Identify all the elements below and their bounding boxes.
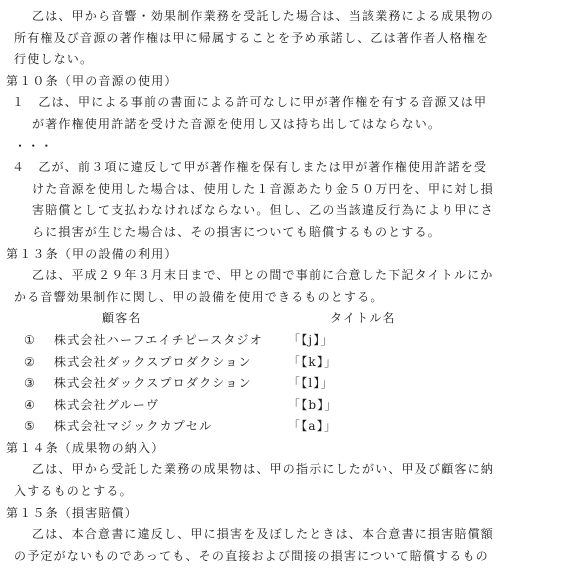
- intro-line-1: 乙は、甲から音響・効果制作業務を受託した場合は、当該業務による成果物の: [32, 9, 495, 23]
- article-15-heading: 第１５条（損害賠償）: [6, 505, 139, 520]
- article-10-item-4-line-1: ４ 乙が、前３項に違反して甲が著作権を保有しまたは甲が著作権使用許諾を受: [12, 160, 488, 175]
- row-client: 株式会社ダックスプロダクション: [54, 354, 252, 369]
- article-10-heading: 第１０条（甲の音源の使用）: [6, 73, 178, 88]
- article-10-item-4-line-3: 害賠償として支払わなければならない。但し、乙の当該違反行為により甲にさ: [32, 203, 495, 218]
- row-number: ③: [24, 376, 36, 391]
- article-15-body-line-2: の予定がないものであっても、その直接および間接の損害について賠償するもの: [14, 548, 489, 563]
- intro-line-3: 行使しない。: [14, 52, 94, 67]
- header-client: 顧客名: [102, 311, 142, 326]
- article-15-body-line-1: 乙は、本合意書に違反し、甲に損害を及ぼしたときは、本合意書に損害賠償額: [32, 527, 495, 542]
- row-client: 株式会社ハーフエイチピースタジオ: [54, 332, 263, 347]
- row-title: 「【k】」: [288, 354, 338, 369]
- header-title: タイトル名: [330, 311, 396, 326]
- table-row: [6, 330, 565, 352]
- row-title: 「【b】」: [288, 397, 338, 412]
- row-title: 「【a】」: [288, 419, 338, 434]
- title-table: [6, 308, 565, 438]
- intro-line-2: 所有権及び音源の著作権は甲に帰属することを予め承諾し、乙は著作者人格権を: [14, 30, 490, 45]
- row-client: 株式会社グルーヴ: [54, 397, 160, 412]
- article-13-heading: 第１３条（甲の設備の利用）: [6, 246, 178, 261]
- row-title: 「【l】」: [288, 376, 334, 391]
- row-client: 株式会社マジックカプセル: [54, 419, 213, 434]
- table-row: [6, 352, 565, 374]
- row-number: ⑤: [24, 419, 36, 434]
- table-row: [6, 373, 565, 395]
- row-number: ④: [24, 397, 36, 412]
- article-13-body-line-2: かる音響効果制作に関し、甲の設備を使用できるものとする。: [14, 289, 384, 304]
- table-row: [6, 416, 565, 438]
- article-10-item-1-line-1: １ 乙は、甲による事前の書面による許可なしに甲が著作権を有する音源又は甲: [12, 95, 488, 110]
- row-number: ②: [24, 354, 36, 369]
- article-10-item-4-line-4: らに損害が生じた場合は、その損害についても賠償するものとする。: [32, 224, 441, 239]
- row-number: ①: [24, 332, 36, 347]
- table-row: [6, 395, 565, 417]
- article-14-body-line-1: 乙は、甲から受託した業務の成果物は、甲の指示にしたがい、甲及び顧客に納: [32, 462, 495, 477]
- row-title: 「【j】」: [288, 332, 334, 347]
- article-10-item-1-line-2: が著作権使用許諾を受けた音源を使用し又は持ち出してはならない。: [32, 116, 442, 131]
- article-14-heading: 第１４条（成果物の納入）: [6, 440, 165, 455]
- article-14-body-line-2: 入するものとする。: [14, 484, 133, 499]
- article-10-ellipsis: ・・・: [14, 138, 54, 153]
- article-10-item-4-line-2: けた音源を使用した場合は、使用した１音源あたり金５０万円を、甲に対し損: [32, 181, 495, 196]
- table-header-row: [6, 308, 565, 330]
- article-13-body-line-1: 乙は、平成２９年３月末日まで、甲との間で事前に合意した下記タイトルにか: [32, 268, 494, 283]
- row-client: 株式会社ダックスプロダクション: [54, 376, 252, 391]
